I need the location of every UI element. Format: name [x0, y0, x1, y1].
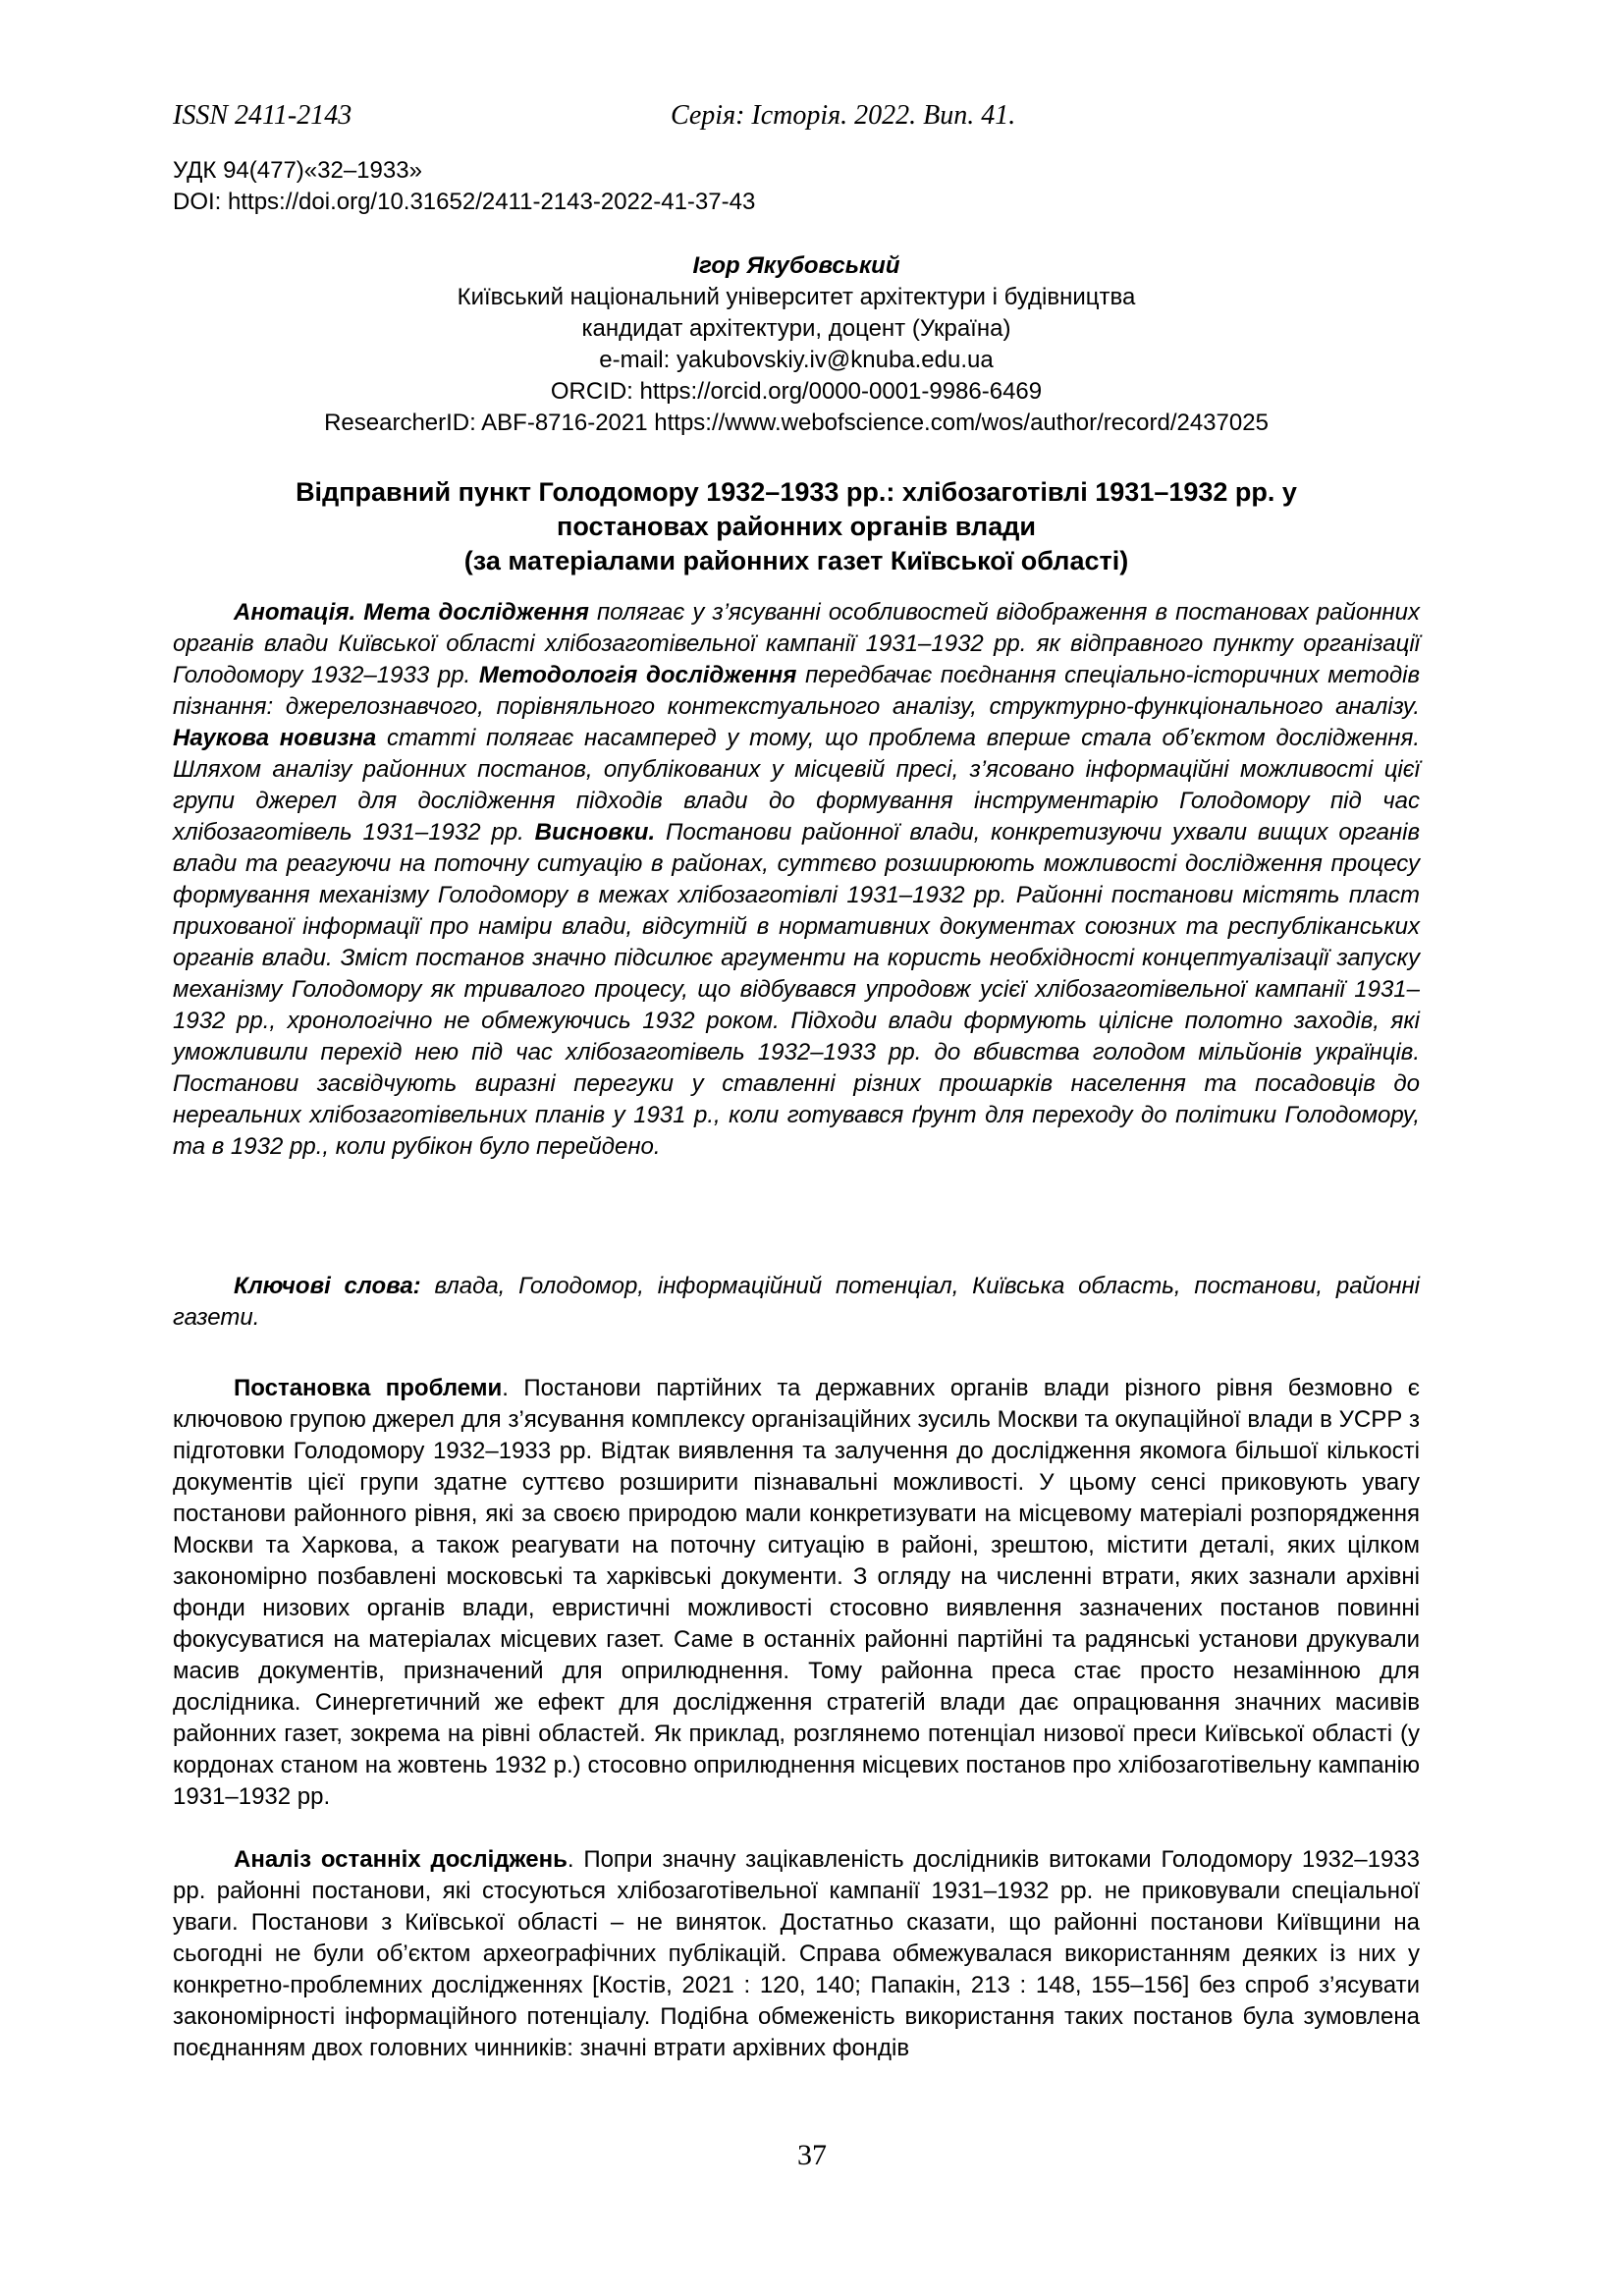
udc-code: УДК 94(477)«32–1933» [173, 157, 422, 184]
analysis-paragraph: . Попри значну зацікавленість дослідників витоками Голодомору 1932–1933 рр. районні постанови, які стосуються хлібозаготівельної кампанії 1931–1932 рр. не приковували спеціальної уваги. Постанови з Київської області – не виняток. Достатньо сказати, що районні постанови Київщини на сьогодні не були об’єктом археографічних публікацій. Справа обмежувалася використанням деяких із них у конкретно-проблемних дослідженнях [Костів, 2021 : 120, 140; Папакін, 213 : 148, 155–156] без спроб з’ясувати закономірності інформаційного потенціалу. Подібна обмеженість використання таких постанов була зумовлена поєднанням двох головних чинників: значні втрати архівних фондів [173, 1846, 1420, 2061]
article-meta [173, 155, 755, 218]
abstract-novelty: статті полягає насамперед у тому, що проблема вперше стала об’єктом дослідження. Шляхом аналізу районних постанов, опублікованих у місцевій пресі, з’ясовано інформаційні можливості цієї групи джерел для дослідження підходів влади до формування інструментарію Голодомору під час хлібозаготівель 1931–1932 рр. [173, 725, 1421, 846]
methodology-label: Методологія дослідження [478, 662, 797, 688]
author-researcher-id[interactable]: ResearcherID: ABF-8716-2021 https://www.webofscience.com/wos/author/record/2437025 [324, 410, 1269, 436]
article-title [173, 475, 1420, 578]
author-degree: кандидат архітектури, доцент (Україна) [581, 315, 1011, 342]
author-email[interactable]: e-mail: yakubovskiy.iv@knuba.edu.ua [599, 347, 994, 373]
section-problem-statement [173, 1373, 1420, 1813]
abstract-label: Анотація. Мета дослідження [234, 599, 589, 626]
author-name: Ігор Якубовський [692, 252, 900, 279]
page-number: 37 [797, 2139, 827, 2171]
problem-heading: Постановка проблеми [234, 1375, 503, 1401]
abstract-conclusions: Постанови районної влади, конкретизуючи ухвали вищих органів влади та реагуючи на поточну ситуацію в районах, суттєво розширюють можливості дослідження процесу формування механізму Голодомору в межах хлібозаготівлі 1931–1932 рр. Районні постанови містять пласт прихованої інформації про наміри влади, відсутній в нормативних документах союзних та республіканських органів влади. Зміст постанов значно підсилює аргументи на користь необхідності концептуалізації запуску механізму Голодомору як тривалого процесу, що відбувався упродовж усієї хлібозаготівельної кампанії 1931–1932 рр., хронологічно не обмежуючись 1932 роком. Підходи влади формують цілісне полотно заходів, які уможливили перехід нею під час хлібозаготівель 1932–1933 рр. до вбивства голодом мільйонів українців. Постанови засвідчують виразні перегуки у ставленні різних прошарків населення та посадовців до нереальних хлібозаготівельних планів у 1931 р., коли готувався ґрунт для переходу до політики Голодомору, та в 1932 рр., коли рубікон було перейдено. [173, 819, 1420, 1160]
analysis-heading: Аналіз останніх досліджень [234, 1846, 568, 1873]
problem-paragraph: . Постанови партійних та державних органів влади різного рівня безмовно є ключовою групою джерел для з’ясування комплексу організаційних зусиль Москви та окупаційної влади в УСРР з підготовки Голодомору 1932–1933 рр. Відтак виявлення та залучення до дослідження якомога більшої кількості документів цієї групи здатне суттєво розширити пізнавальні можливості. У цьому сенсі приковують увагу постанови районного рівня, які за своєю природою мали конкретизувати на місцевому матеріалі розпорядження Москви та Харкова, а також реагувати на поточну ситуацію в районі, зрештою, містити деталі, яких цілком закономірно позбавлені московські та харківські документи. З огляду на численні втрати, яких зазнали архівні фонди низових органів влади, евристичні можливості стосовно виявлення зазначених постанов повинні фокусуватися на матеріалах місцевих газет. Саме в останніх районні партійні та радянські установи друкували масив документів, призначений для оприлюднення. Тому районна преса стає просто незамінною для дослідника. Синергетичний же ефект для дослідження стратегій влади дає опрацювання значних масивів районних газет, зокрема на рівні областей. Як приклад, розглянемо потенціал низової преси Київської області (у кордонах станом на жовтень 1932 р.) стосовно оприлюднення місцевих постанов про хлібозаготівельну кампанію 1931–1932 рр. [173, 1375, 1420, 1810]
keywords-list: влада, Голодомор, інформаційний потенціал, Київська область, постанови, районні газети. [173, 1273, 1420, 1331]
section-literature-analysis [173, 1844, 1420, 2064]
author-orcid[interactable]: ORCID: https://orcid.org/0000-0001-9986-6469 [550, 378, 1043, 405]
keywords-label: Ключові слова: [234, 1273, 421, 1299]
running-header [173, 100, 1449, 139]
issn: ISSN 2411-2143 [173, 100, 352, 131]
title-line: постановах районних органів влади [557, 512, 1036, 541]
doi-link[interactable]: DOI: https://doi.org/10.31652/2411-2143-2022-41-37-43 [173, 189, 756, 215]
title-line: (за матеріалами районних газет Київської області) [463, 546, 1129, 575]
series-info: Серія: Історія. 2022. Вип. 41. [671, 100, 1016, 131]
keywords [173, 1271, 1420, 1334]
novelty-label: Наукова новизна [173, 725, 377, 751]
conclusions-label: Висновки. [534, 819, 656, 846]
author-block [173, 250, 1420, 439]
author-affiliation: Київський національний університет архітектури і будівництва [457, 284, 1136, 310]
title-line: Відправний пункт Голодомору 1932–1933 рр.: хлібозаготівлі 1931–1932 рр. у [296, 477, 1297, 507]
abstract-methodology: передбачає поєднання спеціально-історичних методів пізнання: джерелознавчого, порівняльного контекстуального аналізу, структурно-функціонального аналізу. [173, 662, 1420, 720]
abstract [173, 597, 1420, 1163]
abstract-purpose: полягає у з’ясуванні особливостей відображення в постановах районних органів влади Київської області хлібозаготівельної кампанії 1931–1932 рр. як відправного пункту організації Голодомору 1932–1933 рр. [173, 599, 1420, 688]
